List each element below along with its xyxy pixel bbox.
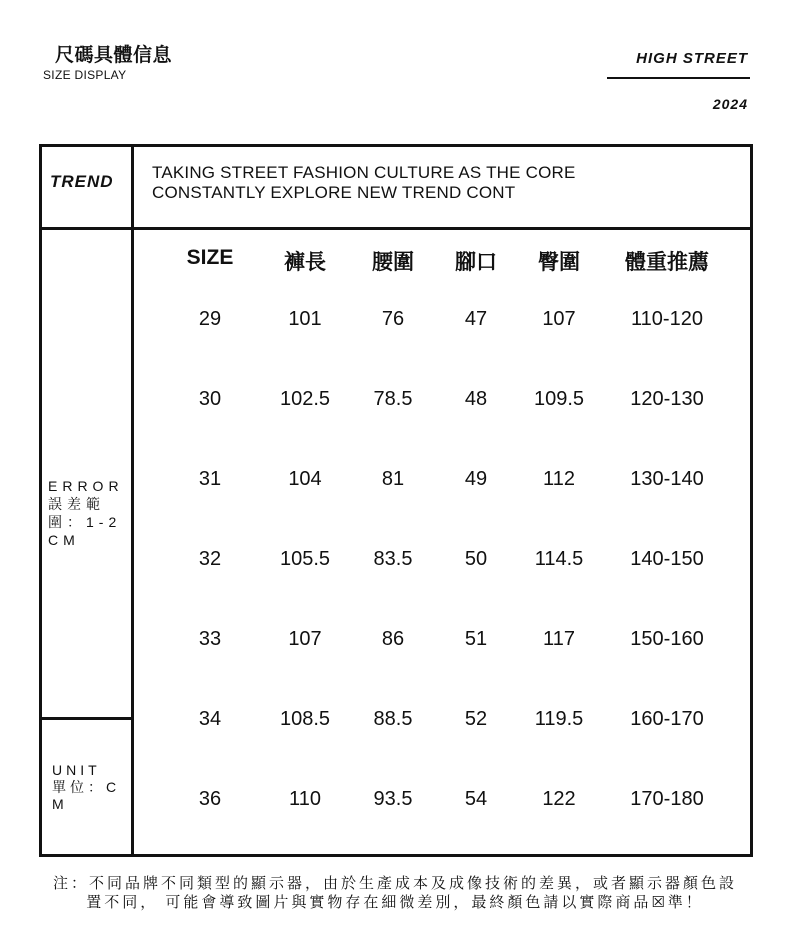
table-cell-hip: 119.5 <box>534 708 584 730</box>
table-cell-length: 102.5 <box>279 388 331 410</box>
table-cell-waist: 88.5 <box>373 708 413 730</box>
table-cell-size: 36 <box>198 788 222 810</box>
column-header-hem: 腳口 <box>455 251 497 274</box>
table-cell-waist: 76 <box>381 308 405 330</box>
column-header-weight: 體重推薦 <box>625 251 709 274</box>
table-cell-size: 31 <box>198 468 222 490</box>
column-header-length: 褲長 <box>284 251 326 274</box>
table-cell-length: 105.5 <box>279 548 331 570</box>
table-cell-weight: 140-150 <box>630 548 704 570</box>
frame-divider-vertical <box>131 144 134 854</box>
table-cell-weight: 170-180 <box>630 788 704 810</box>
table-cell-length: 101 <box>288 308 322 330</box>
trend-description-line-1: TAKING STREET FASHION CULTURE AS THE CORE <box>152 163 576 182</box>
page-title: 尺碼具體信息 <box>55 45 173 66</box>
column-header-waist: 腰圍 <box>372 251 414 274</box>
table-cell-waist: 81 <box>381 468 405 490</box>
table-cell-hem: 52 <box>464 708 488 730</box>
table-cell-hip: 117 <box>543 628 575 650</box>
disclaimer-line-2: 置不同， 可能會導致圖片與實物存在細微差別，最終顏色請以實際商品☒準！ <box>86 894 704 911</box>
table-cell-weight: 110-120 <box>631 308 703 330</box>
table-cell-hem: 51 <box>464 628 488 650</box>
table-cell-weight: 120-130 <box>630 388 704 410</box>
table-cell-length: 107 <box>288 628 322 650</box>
table-cell-length: 110 <box>289 788 321 810</box>
table-cell-size: 33 <box>198 628 222 650</box>
table-cell-hip: 109.5 <box>533 388 585 410</box>
table-cell-hip: 112 <box>543 468 575 490</box>
frame-divider-horizontal <box>39 227 750 230</box>
table-cell-hip: 114.5 <box>534 548 584 570</box>
table-cell-hem: 54 <box>464 788 488 810</box>
table-cell-waist: 78.5 <box>373 388 413 410</box>
table-cell-length: 108.5 <box>279 708 331 730</box>
table-cell-hem: 47 <box>464 308 488 330</box>
trend-description <box>152 163 576 203</box>
disclaimer-note <box>0 874 790 912</box>
page-subtitle: SIZE DISPLAY <box>43 68 127 82</box>
table-cell-size: 29 <box>198 308 222 330</box>
table-cell-size: 30 <box>198 388 222 410</box>
table-cell-hip: 122 <box>542 788 576 810</box>
table-cell-hip: 107 <box>542 308 576 330</box>
side-divider <box>39 717 134 720</box>
column-header-size: SIZE <box>186 246 234 269</box>
disclaimer-line-1: 注：不同品牌不同類型的顯示器，由於生產成本及成像技術的差異，或者顯示器顏色設 <box>52 875 737 892</box>
trend-label: TREND <box>50 172 114 191</box>
table-cell-size: 34 <box>198 708 222 730</box>
unit-note: UNIT 單位：CM <box>52 762 121 812</box>
table-cell-waist: 86 <box>381 628 405 650</box>
table-cell-size: 32 <box>198 548 222 570</box>
column-header-hip: 臀圍 <box>538 251 580 274</box>
table-cell-hem: 50 <box>464 548 488 570</box>
brand-label: HIGH STREET <box>636 50 748 67</box>
table-cell-weight: 160-170 <box>630 708 704 730</box>
table-cell-waist: 83.5 <box>373 548 413 570</box>
error-range-note: ERROR 誤差範圍：1-2CM <box>48 478 124 548</box>
trend-description-line-2: CONSTANTLY EXPLORE NEW TREND CONT <box>152 183 516 202</box>
table-cell-length: 104 <box>288 468 322 490</box>
year-label: 2024 <box>712 96 748 112</box>
table-cell-weight: 150-160 <box>630 628 704 650</box>
table-cell-hem: 49 <box>464 468 488 490</box>
brand-underline <box>607 77 750 79</box>
table-cell-weight: 130-140 <box>630 468 704 490</box>
table-cell-hem: 48 <box>464 388 488 410</box>
table-cell-waist: 93.5 <box>373 788 413 810</box>
